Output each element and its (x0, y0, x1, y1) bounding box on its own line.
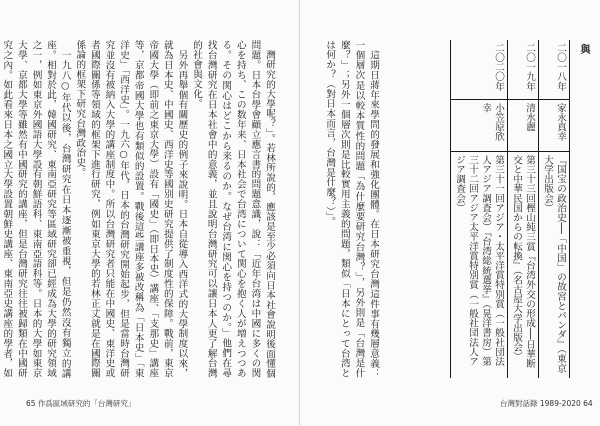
table-cell-year: 二〇一九年 (508, 40, 538, 100)
table-cell-author: 小笠原欣幸 (451, 100, 507, 152)
table-cell-title: 第三十三回樫山純三賞『台湾外交の形成──日華断交と中華民国からの転換』（名古屋大学出版会） (511, 155, 535, 369)
right-page-body (306, 40, 380, 378)
table-cell-author: 清水麗 (508, 100, 538, 152)
table-cell-author: 家永真幸 (539, 100, 569, 152)
table-cell-title: 『国宝の政治史──「中国」の故宮とパンダ』（東京大学出版会） (542, 155, 566, 373)
table-cell-year: 二〇二〇年 (451, 40, 507, 100)
left-folio: 65 作爲區域研究的「台灣研究」 (26, 399, 136, 408)
table-cell-year: 二〇一八年 (539, 40, 569, 100)
award-table (390, 40, 570, 378)
table-row (538, 40, 570, 378)
right-paragraph-1: 這期日蔣年來學問的發展和強化團體。在日本研究台灣這件事有幾層意義：一個層次是以較本質性的問題「為什麼要研究台灣？」，另外則是「台灣是什麼？」；另外一個層次則是比較實用主義的問題，類似「日本にとって台湾とは何か？（對日本而言，台灣是什麼？）」。 (324, 40, 379, 378)
right-page (300, 0, 600, 426)
left-paragraph-1: 灣研究的大學呢？」。若林所說的，應該是至少必須向日本社會說明後面懂個問題。日本台學會顧立應言書的問題意識，說：「近年台湾は中國に多くの関心を持ち、この数年来、日本社会で台湾について関心を抱く人が増えつつある。その関心はどこから来るのか。なぜ台湾に関心を持つのか。」他們在尋找台灣研究在日本社會中的意義，並且說明台灣研究可以讓日本人更了解台灣的社會與文化。 (191, 40, 275, 378)
left-paragraph-3: 一九八○年代以後，台灣研究在日本逐漸被重視，但是仍然沒有獨立的講座。相對於此，韓國研究、東南亞研究等區域研究卻已經成為大學的研究領域之一，例如東京外國語大學設有朝鮮語科、東南亞語科等。日本的大學如東京大學、京都大學等雖然有中國研究的講座，但是台灣研究往往被歸類在中國研究之內。如此看來日本之國立大學設置朝鮮史講座、東南亞史講座的學者，如 (1, 40, 71, 378)
left-paragraph-2: 另外再舉個有關歷史的例子來說明。日本自從導入西洋式的大學制度以來，就為日本史、中國史、西洋史等國別史研究提供了制度性的保障。戰前，東京帝國大學（即前之東京大學）設有「國史」（即日本史）講座、「支那史」講座等，京都帝國大學也有類似的設置。戰後這些講座多被改稱為「日本史」「東洋史」「西洋史」。一九六○年代，日本的台灣研究開始起步，但是當時台灣研究並沒有被納入大學的講座制度中。所以台灣研究者只能在中國史、東洋史或者國際關係等領域的框架下進行研究，例如東京大學的若林正丈就是在國際關係論的框架下研究台灣政治史。 (74, 40, 188, 378)
right-folio: 台灣對話錄 1989-2020 64 (500, 399, 593, 408)
section-label: 與 (578, 44, 589, 54)
table-row (450, 40, 507, 378)
left-page-body (1, 40, 276, 378)
table-row (507, 40, 538, 378)
table-cell-title: 第三十一回アジア・太平洋賞特別賞（一般社団法人アジア調査会）『台湾総統選挙』（晃洋書房）第三十二回アジア太平洋賞特別賞（一般社団法人アジア調査会） (454, 155, 504, 367)
